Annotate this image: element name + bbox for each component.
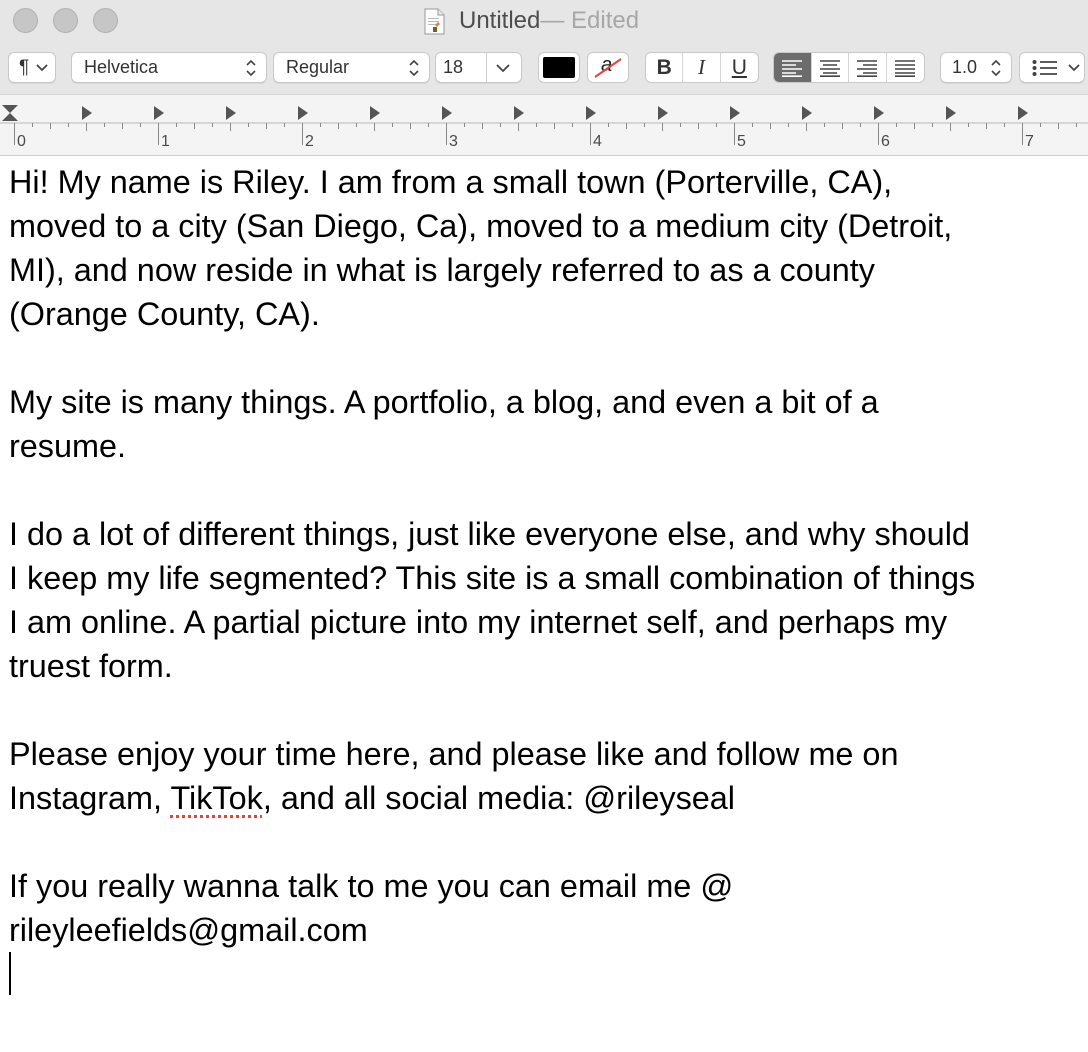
ruler-number: 1 <box>161 133 170 150</box>
alignment-segmented <box>773 52 925 83</box>
text-line: My site is many things. A portfolio, a blog, and even a bit of a <box>9 384 879 420</box>
font-family-select[interactable] <box>71 52 267 83</box>
text-line: MI), and now reside in what is largely referred to as a county <box>9 252 875 288</box>
title-bar <box>0 0 1088 42</box>
zoom-window-button[interactable] <box>93 8 118 33</box>
italic-button[interactable]: I <box>683 53 720 82</box>
text-line: resume. <box>9 428 127 464</box>
document-text-area[interactable] <box>9 160 1084 1045</box>
divider <box>486 53 487 82</box>
empty-line <box>9 820 1084 864</box>
align-left-button[interactable] <box>774 53 812 82</box>
font-size-value: 18 <box>443 57 464 77</box>
pilcrow-icon: ¶ <box>19 56 30 78</box>
text-line: rileyleefields@gmail.com <box>9 912 368 948</box>
paragraph-social <box>9 732 1084 820</box>
paragraph-style-dropdown[interactable] <box>8 52 56 83</box>
text-line: Hi! My name is Riley. I am from a small town (Porterville, CA), <box>9 164 893 200</box>
close-window-button[interactable] <box>13 8 38 33</box>
text-line: (Orange County, CA). <box>9 296 320 332</box>
font-style-select[interactable] <box>273 52 430 83</box>
chevron-down-icon[interactable] <box>496 64 510 73</box>
format-toolbar <box>0 42 1088 94</box>
align-right-button[interactable] <box>849 53 887 82</box>
chevron-down-icon <box>36 64 48 72</box>
list-style-dropdown[interactable] <box>1019 52 1085 83</box>
misspelled-word[interactable]: TikTok <box>170 780 263 816</box>
align-justify-icon <box>894 59 916 77</box>
bold-button[interactable]: B <box>646 53 683 82</box>
ruler-number: 2 <box>305 133 314 150</box>
no-highlight-slash-icon <box>592 57 624 79</box>
text-style-segmented <box>645 52 759 83</box>
up-down-chevron-icon <box>245 57 257 79</box>
window-title <box>424 5 639 37</box>
underline-button[interactable]: U <box>731 55 747 79</box>
text-line <box>9 776 1084 820</box>
align-left-icon <box>781 59 803 77</box>
edited-status: — Edited <box>540 7 640 34</box>
text-line: Please enjoy your time here, and please like and follow me on <box>9 736 899 772</box>
up-down-chevron-icon <box>408 57 420 79</box>
ruler-number: 3 <box>449 133 458 150</box>
align-center-icon <box>819 59 841 77</box>
paragraph-email <box>9 864 1084 952</box>
text-line: I am online. A partial picture into my internet self, and perhaps my <box>9 604 948 640</box>
text-segment: , and all social media: @rileyseal <box>262 780 735 816</box>
paragraph-intro <box>9 160 1084 336</box>
text-caret <box>9 952 11 995</box>
ruler-number: 7 <box>1025 133 1034 150</box>
text-segment: Instagram, <box>9 780 171 816</box>
document-icon <box>424 8 445 35</box>
empty-line <box>9 688 1084 732</box>
text-line: truest form. <box>9 648 173 684</box>
empty-line <box>9 468 1084 512</box>
document-title: Untitled <box>459 7 541 34</box>
text-line: moved to a city (San Diego, Ca), moved to a medium city (Detroit, <box>9 208 953 244</box>
text-line: If you really wanna talk to me you can email me @ <box>9 868 734 904</box>
ruler-number: 0 <box>17 133 26 150</box>
minimize-window-button[interactable] <box>53 8 78 33</box>
line-spacing-select[interactable] <box>940 52 1012 83</box>
text-line: I keep my life segmented? This site is a small combination of things <box>9 560 976 596</box>
text-color-swatch <box>543 57 575 78</box>
ruler-number: 5 <box>737 133 746 150</box>
bulleted-list-icon <box>1032 59 1058 77</box>
line-spacing-value: 1.0 <box>952 57 978 77</box>
text-color-well[interactable] <box>538 52 580 83</box>
align-justify-button[interactable] <box>887 53 924 82</box>
text-line: I do a lot of different things, just like everyone else, and why should <box>9 516 970 552</box>
align-right-icon <box>856 59 878 77</box>
chevron-down-icon <box>1068 64 1080 72</box>
font-size-combo[interactable] <box>435 52 522 83</box>
highlight-glyph: a <box>601 54 613 76</box>
ruler[interactable] <box>0 94 1088 156</box>
caret-line <box>9 952 1084 996</box>
align-center-button[interactable] <box>812 53 850 82</box>
up-down-chevron-icon <box>990 57 1002 79</box>
font-style-value: Regular <box>286 57 350 77</box>
font-family-value: Helvetica <box>84 57 159 77</box>
empty-line <box>9 336 1084 380</box>
highlight-color-well[interactable] <box>587 52 629 83</box>
ruler-number: 4 <box>593 133 602 150</box>
paragraph-things <box>9 512 1084 688</box>
paragraph-site <box>9 380 1084 468</box>
ruler-number: 6 <box>881 133 890 150</box>
